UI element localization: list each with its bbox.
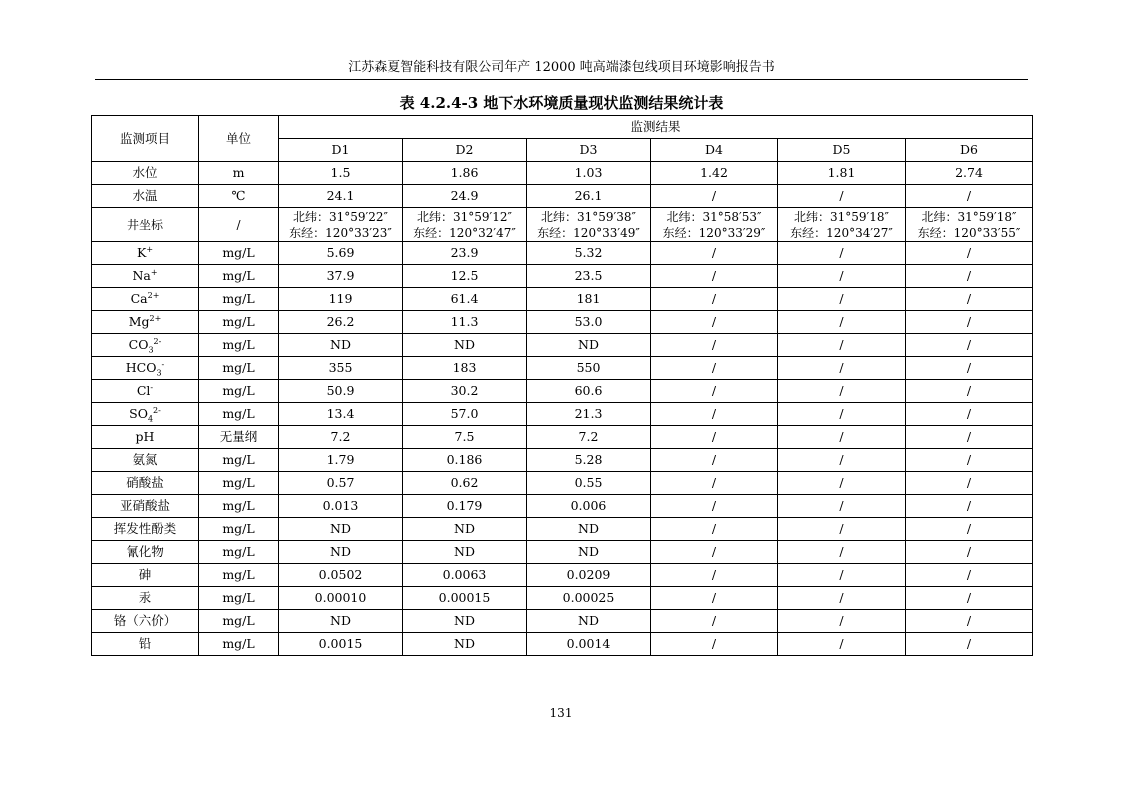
item-name: 氰化物 [126, 544, 164, 559]
cell-value: 26.2 [279, 311, 403, 334]
cell-value: / [651, 541, 778, 564]
cell-unit: mg/L [199, 242, 279, 265]
item-subscript: 3 [156, 368, 162, 378]
cell-value: 5.28 [527, 449, 651, 472]
cell-item [92, 288, 199, 311]
cell-unit: mg/L [199, 380, 279, 403]
cell-unit: mg/L [199, 633, 279, 656]
cell-value: 0.57 [279, 472, 403, 495]
cell-value: 37.9 [279, 265, 403, 288]
cell-value: / [651, 564, 778, 587]
table-row [92, 633, 1033, 656]
table-row [92, 403, 1033, 426]
cell-value: / [778, 357, 906, 380]
cell-value: ND [279, 518, 403, 541]
cell-value: / [906, 564, 1033, 587]
cell-unit: mg/L [199, 288, 279, 311]
cell-value: / [651, 426, 778, 449]
table-row [92, 242, 1033, 265]
cell-value: 50.9 [279, 380, 403, 403]
cell-value: 183 [403, 357, 527, 380]
cell-item [92, 587, 199, 610]
cell-value: / [651, 334, 778, 357]
cell-value: 13.4 [279, 403, 403, 426]
table-row [92, 587, 1033, 610]
cell-value: ND [527, 541, 651, 564]
cell-value: 0.0015 [279, 633, 403, 656]
cell-value: / [906, 587, 1033, 610]
header-site: D2 [403, 139, 527, 162]
cell-value: 7.2 [527, 426, 651, 449]
cell-value: / [651, 311, 778, 334]
cell-unit: mg/L [199, 472, 279, 495]
cell-value: / [778, 472, 906, 495]
cell-value: 2.74 [906, 162, 1033, 185]
item-superscript: 2+ [147, 290, 160, 300]
cell-value: ND [403, 334, 527, 357]
cell-value: / [778, 334, 906, 357]
longitude: 东经：120°34′27″ [790, 225, 893, 240]
table-row [92, 426, 1033, 449]
cell-value: / [778, 587, 906, 610]
table-row [92, 185, 1033, 208]
header-site: D4 [651, 139, 778, 162]
cell-value: 0.013 [279, 495, 403, 518]
item-name: HCO [125, 360, 157, 375]
table-row [92, 610, 1033, 633]
cell-unit: ℃ [199, 185, 279, 208]
item-name: 铅 [138, 636, 152, 651]
cell-value: / [906, 472, 1033, 495]
table-title: 表 4.2.4-3 地下水环境质量现状监测结果统计表 [399, 94, 724, 112]
cell-value: 53.0 [527, 311, 651, 334]
table-row [92, 495, 1033, 518]
cell-coordinate [778, 208, 906, 242]
item-name: 汞 [138, 590, 152, 605]
longitude: 东经：120°32′47″ [413, 225, 516, 240]
cell-item [92, 541, 199, 564]
cell-value: ND [403, 633, 527, 656]
cell-value: / [906, 518, 1033, 541]
cell-value: / [778, 185, 906, 208]
item-superscript: 2- [153, 336, 162, 346]
latitude: 北纬：31°59′38″ [540, 209, 637, 224]
table-row [92, 449, 1033, 472]
header-results: 监测结果 [279, 116, 1033, 139]
cell-value: 0.0063 [403, 564, 527, 587]
item-name: Na [132, 268, 151, 283]
cell-value: / [906, 449, 1033, 472]
cell-value: 0.186 [403, 449, 527, 472]
cell-value: / [778, 633, 906, 656]
cell-item [92, 449, 199, 472]
cell-value: / [778, 242, 906, 265]
cell-value: 24.1 [279, 185, 403, 208]
table-row [92, 162, 1033, 185]
item-name: pH [135, 429, 155, 444]
header-site: D1 [279, 139, 403, 162]
cell-value: 0.006 [527, 495, 651, 518]
table-row [92, 311, 1033, 334]
item-name: Ca [130, 291, 148, 306]
cell-value: 1.86 [403, 162, 527, 185]
item-name: Cl [136, 383, 151, 398]
latitude: 北纬：31°59′22″ [292, 209, 389, 224]
item-name: 水温 [132, 188, 158, 203]
cell-value: / [651, 449, 778, 472]
item-name: 水位 [132, 165, 158, 180]
cell-value: ND [403, 518, 527, 541]
cell-value: ND [527, 334, 651, 357]
cell-item [92, 426, 199, 449]
cell-value: 61.4 [403, 288, 527, 311]
item-superscript: + [146, 244, 154, 254]
cell-value: / [778, 518, 906, 541]
item-name: 挥发性酚类 [113, 521, 177, 536]
cell-value: / [651, 587, 778, 610]
cell-value: / [778, 265, 906, 288]
cell-value: 30.2 [403, 380, 527, 403]
table-row [92, 357, 1033, 380]
cell-value: / [906, 426, 1033, 449]
cell-value: / [651, 472, 778, 495]
cell-item [92, 334, 199, 357]
cell-item [92, 380, 199, 403]
cell-value: / [651, 288, 778, 311]
item-superscript: - [161, 359, 165, 369]
cell-unit: mg/L [199, 587, 279, 610]
cell-value: / [778, 610, 906, 633]
cell-value: 355 [279, 357, 403, 380]
cell-value: / [906, 265, 1033, 288]
cell-value: / [906, 185, 1033, 208]
cell-value: 60.6 [527, 380, 651, 403]
cell-value: 181 [527, 288, 651, 311]
cell-item [92, 610, 199, 633]
item-superscript: + [150, 267, 158, 277]
longitude: 东经：120°33′29″ [662, 225, 766, 240]
cell-unit: mg/L [199, 449, 279, 472]
cell-unit: m [199, 162, 279, 185]
cell-value: 1.81 [778, 162, 906, 185]
longitude: 东经：120°33′23″ [289, 225, 392, 240]
cell-value: 1.79 [279, 449, 403, 472]
running-header: 江苏森夏智能科技有限公司年产 12000 吨高端漆包线项目环境影响报告书 [348, 60, 775, 75]
cell-item [92, 403, 199, 426]
cell-value: / [906, 633, 1033, 656]
item-name: 硝酸盐 [126, 475, 164, 490]
cell-value: 0.55 [527, 472, 651, 495]
header-rule [95, 79, 1028, 80]
cell-unit: mg/L [199, 518, 279, 541]
cell-value: / [778, 426, 906, 449]
cell-value: / [778, 403, 906, 426]
cell-value: 0.0014 [527, 633, 651, 656]
table-row [92, 380, 1033, 403]
cell-coordinate [527, 208, 651, 242]
cell-item [92, 518, 199, 541]
cell-item [92, 495, 199, 518]
cell-value: 21.3 [527, 403, 651, 426]
item-name: 砷 [138, 567, 152, 582]
cell-value: / [778, 380, 906, 403]
cell-value: 7.5 [403, 426, 527, 449]
cell-value: 1.42 [651, 162, 778, 185]
cell-value: 119 [279, 288, 403, 311]
cell-value: 0.179 [403, 495, 527, 518]
cell-value: 23.5 [527, 265, 651, 288]
item-subscript: 4 [147, 414, 154, 424]
cell-item [92, 472, 199, 495]
cell-value: / [906, 242, 1033, 265]
item-subscript: 3 [148, 345, 154, 355]
item-superscript: - [150, 382, 154, 392]
item-name: 铬（六价） [113, 613, 177, 628]
cell-value: 57.0 [403, 403, 527, 426]
cell-unit: mg/L [199, 311, 279, 334]
item-name: 氨氮 [132, 452, 158, 467]
cell-item [92, 633, 199, 656]
cell-value: / [778, 288, 906, 311]
cell-value: ND [279, 541, 403, 564]
cell-value: / [906, 380, 1033, 403]
table-row [92, 518, 1033, 541]
header-row-top [92, 116, 1033, 139]
cell-value: ND [527, 610, 651, 633]
item-superscript: 2- [153, 405, 161, 415]
cell-item [92, 185, 199, 208]
cell-value: ND [403, 541, 527, 564]
cell-value: / [906, 311, 1033, 334]
table-row [92, 265, 1033, 288]
cell-value: / [651, 185, 778, 208]
cell-value: ND [279, 610, 403, 633]
cell-value: 24.9 [403, 185, 527, 208]
cell-value: 1.03 [527, 162, 651, 185]
cell-unit: mg/L [199, 265, 279, 288]
table-body [92, 116, 1033, 656]
header-site: D5 [778, 139, 906, 162]
header-item: 监测项目 [92, 116, 199, 162]
cell-value: / [906, 495, 1033, 518]
item-name: K [136, 245, 147, 260]
cell-value: 0.62 [403, 472, 527, 495]
cell-value: / [778, 495, 906, 518]
cell-value: / [651, 403, 778, 426]
cell-value: 7.2 [279, 426, 403, 449]
cell-value: / [651, 357, 778, 380]
cell-unit: mg/L [199, 564, 279, 587]
cell-value: 0.0502 [279, 564, 403, 587]
longitude: 东经：120°33′55″ [917, 225, 1021, 240]
item-name: CO [128, 337, 149, 352]
cell-coordinate [279, 208, 403, 242]
cell-unit: mg/L [199, 541, 279, 564]
cell-value: / [906, 403, 1033, 426]
cell-value: ND [403, 610, 527, 633]
cell-item [92, 564, 199, 587]
item-superscript: 2+ [149, 313, 162, 323]
latitude: 北纬：31°58′53″ [666, 209, 762, 224]
cell-value: ND [527, 518, 651, 541]
header-site: D3 [527, 139, 651, 162]
table-row [92, 564, 1033, 587]
cell-value: 12.5 [403, 265, 527, 288]
cell-value: 23.9 [403, 242, 527, 265]
cell-item [92, 311, 199, 334]
latitude: 北纬：31°59′12″ [416, 209, 513, 224]
cell-value: 0.0209 [527, 564, 651, 587]
cell-unit: mg/L [199, 357, 279, 380]
cell-value: 1.5 [279, 162, 403, 185]
cell-value: / [651, 495, 778, 518]
cell-value: / [651, 633, 778, 656]
cell-value: 550 [527, 357, 651, 380]
cell-value: / [778, 311, 906, 334]
latitude: 北纬：31°59′18″ [921, 209, 1017, 224]
cell-value: / [906, 288, 1033, 311]
cell-value: / [651, 518, 778, 541]
cell-unit: / [199, 208, 279, 242]
header-site: D6 [906, 139, 1033, 162]
item-name: Mg [128, 314, 150, 329]
longitude: 东经：120°33′49″ [537, 225, 640, 240]
cell-value: 5.32 [527, 242, 651, 265]
cell-value: / [906, 541, 1033, 564]
cell-item [92, 265, 199, 288]
cell-value: 5.69 [279, 242, 403, 265]
cell-value: 0.00010 [279, 587, 403, 610]
cell-unit: mg/L [199, 403, 279, 426]
cell-value: / [778, 449, 906, 472]
cell-value: 11.3 [403, 311, 527, 334]
cell-value: / [651, 380, 778, 403]
cell-item: 井坐标 [92, 208, 199, 242]
cell-unit: mg/L [199, 610, 279, 633]
page-number: 131 [549, 706, 573, 720]
cell-value: / [906, 334, 1033, 357]
cell-coordinate [906, 208, 1033, 242]
cell-value: / [906, 357, 1033, 380]
cell-unit: mg/L [199, 334, 279, 357]
header-unit: 单位 [199, 116, 279, 162]
table-row [92, 334, 1033, 357]
item-name: 亚硝酸盐 [119, 498, 170, 513]
table-row-coordinates [92, 208, 1033, 242]
cell-value: / [778, 564, 906, 587]
cell-value: 0.00015 [403, 587, 527, 610]
cell-value: ND [279, 334, 403, 357]
cell-value: / [778, 541, 906, 564]
cell-unit: 无量纲 [199, 426, 279, 449]
cell-value: 0.00025 [527, 587, 651, 610]
cell-unit: mg/L [199, 495, 279, 518]
cell-value: / [651, 610, 778, 633]
cell-value: / [906, 610, 1033, 633]
cell-value: / [651, 242, 778, 265]
table-row [92, 472, 1033, 495]
cell-item [92, 162, 199, 185]
monitoring-results-table [91, 115, 1033, 656]
latitude: 北纬：31°59′18″ [793, 209, 890, 224]
cell-coordinate [403, 208, 527, 242]
item-name: SO [129, 406, 148, 421]
cell-value: 26.1 [527, 185, 651, 208]
table-row [92, 541, 1033, 564]
cell-item [92, 357, 199, 380]
table-row [92, 288, 1033, 311]
cell-coordinate [651, 208, 778, 242]
cell-value: / [651, 265, 778, 288]
cell-item [92, 242, 199, 265]
